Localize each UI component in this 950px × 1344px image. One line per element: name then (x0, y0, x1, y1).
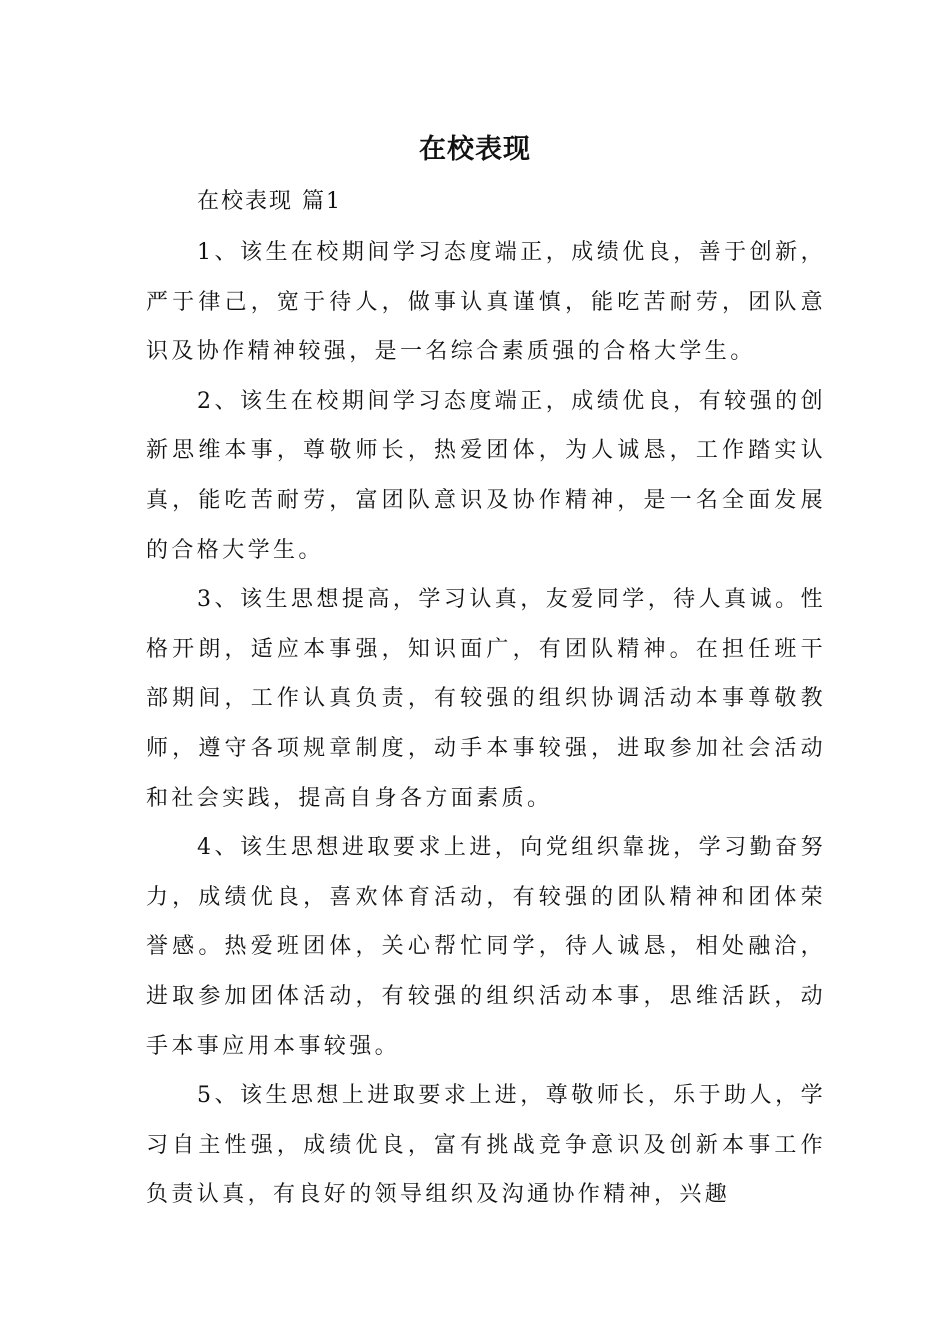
paragraph-5: 5、该生思想上进取要求上进，尊敬师长，乐于助人，学习自主性强，成绩优良，富有挑战竞争意识及创新本事工作负责认真，有良好的领导组织及沟通协作精神，兴趣 (146, 1083, 826, 1208)
section-heading: 在校表现 篇1 (197, 189, 342, 214)
document-title: 在校表现 (419, 134, 531, 165)
paragraph-1: 1、该生在校期间学习态度端正，成绩优良，善于创新，严于律己，宽于待人，做事认真谨慎，能吃苦耐劳，团队意识及协作精神较强，是一名综合素质强的合格大学生。 (146, 240, 826, 365)
document-body (146, 228, 826, 1220)
paragraph-4: 4、该生思想进取要求上进，向党组织靠拢，学习勤奋努力，成绩优良，喜欢体育活动，有较强的团队精神和团体荣誉感。热爱班团体，关心帮忙同学，待人诚恳，相处融洽，进取参加团体活动，有较强的组织活动本事，思维活跃，动手本事应用本事较强。 (146, 835, 826, 1059)
paragraph-3: 3、该生思想提高，学习认真，友爱同学，待人真诚。性格开朗，适应本事强，知识面广，有团队精神。在担任班干部期间，工作认真负责，有较强的组织协调活动本事尊敬教师，遵守各项规章制度，动手本事较强，进取参加社会活动和社会实践，提高自身各方面素质。 (146, 587, 826, 811)
paragraph-2: 2、该生在校期间学习态度端正，成绩优良，有较强的创新思维本事，尊敬师长，热爱团体，为人诚恳，工作踏实认真，能吃苦耐劳，富团队意识及协作精神，是一名全面发展的合格大学生。 (146, 388, 826, 563)
